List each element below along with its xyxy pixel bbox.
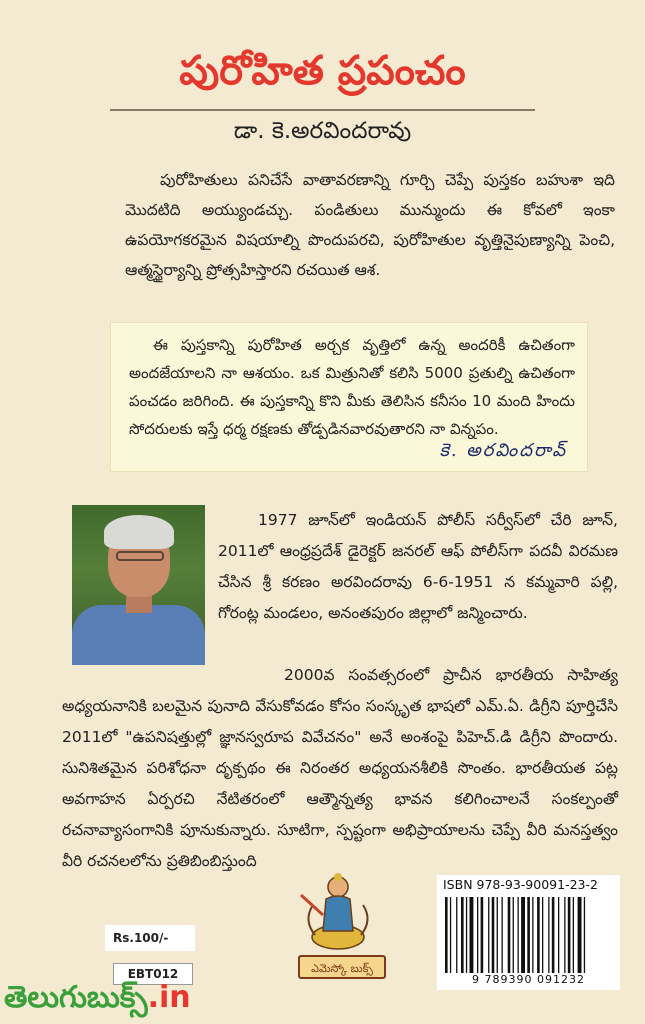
bio-text-2: 2000వ సంవత్సరంలో ప్రాచీన భారతీయ సాహిత్య అధ్యయనానికి బలమైన పునాది వేసుకోవడం కోసం సంస్కృత భాషలో ఎమ్.ఏ. డిగ్రీని పూర్తిచేసి 2011లో "ఉపనిషత్తుల్లో జ్ఞానస్వరూప వివేచనం" అనే అంశంపై పిహెచ్.డి డిగ్రీని పొందారు. సునిశితమైన పరిశోధనా దృక్పథం ఈ నిరంతర అధ్యయనశీలికి సొంతం. భారతీయత పట్ల అవగాహన ఏర్పరచి నేటితరంలో ఆత్మౌన్నత్య భావన కలిగించాలనే సంకల్పంతో రచనావ్యాసంగానికి పూనుకున్నారు. సూటిగా, స్పష్టంగా అభిప్రాయాలను చెప్పే వీరి మనస్తత్వం వీరి రచనలలోను ప్రతిబింబిస్తుంది — [62, 666, 618, 870]
watermark-suffix: .in — [147, 980, 191, 1015]
isbn-block — [437, 875, 620, 990]
barcode-bar — [542, 897, 543, 973]
barcode-bar — [502, 897, 503, 973]
barcode-bar — [481, 897, 484, 973]
price-tag: Rs.100/- — [105, 925, 195, 951]
bio-text-1: 1977 జూన్‌లో ఇండియన్ పోలీస్ సర్వీస్‌లో చేరి జూన్, 2011లో ఆంధ్రప్రదేశ్ డైరెక్టర్ జనరల్ ఆఫ్ పోలీస్‌గా పదవీ విరమణ చేసిన శ్రీ కరణం అరవిందరావు 6-6-1951 న కమ్మవారి పల్లి, గోరంట్ల మండలం, అనంతపురం జిల్లాలో జన్మించారు. — [218, 511, 618, 622]
site-watermark — [4, 980, 191, 1022]
barcode-bar — [518, 897, 519, 973]
intro-paragraph — [125, 165, 615, 285]
barcode-bar — [456, 897, 457, 973]
barcode-bar — [466, 897, 467, 973]
barcode-bar — [488, 897, 489, 973]
barcode-bar — [470, 897, 474, 973]
barcode-bar — [568, 897, 571, 973]
notice-box — [110, 322, 588, 472]
bio-paragraph-2 — [62, 660, 618, 877]
barcode-bar — [552, 897, 555, 973]
intro-text: పురోహితులు పనిచేసే వాతావరణాన్ని గూర్చి చెప్పే పుస్తకం బహుశా ఇది మొదటిది అయ్యుండచ్చు. పండితులు మున్ముందు ఈ కోవలో ఇంకా ఉపయోగకరమైన విషయాల్ని పొందుపరచి, పురోహితుల వృత్తినైపుణ్యాన్ని పెంచి, ఆత్మస్థైర్యాన్ని ప్రోత్సహిస్తారని రచయిత ఆశ. — [125, 171, 615, 279]
barcode-bar — [548, 897, 549, 973]
barcode-bar — [558, 897, 559, 973]
barcode-bar — [508, 897, 511, 973]
watermark-text: తెలుగుబుక్స్ — [4, 980, 148, 1015]
barcode-bar — [578, 897, 582, 973]
isbn-digits: 9 789390 091232 — [472, 973, 585, 986]
publisher-name: ఎమెస్కో బుక్స్ — [298, 955, 386, 979]
title-divider — [110, 109, 535, 111]
barcode-bar — [537, 897, 540, 973]
barcode-bar — [584, 897, 585, 973]
barcode-bar — [445, 897, 448, 973]
notice-text: ఈ పుస్తకాన్ని పురోహిత అర్చక వృత్తిలో ఉన్న అందరికీ ఉచితంగా అందజేయాలని నా ఆశయం. ఒక మిత్రునితో కలిసి 5000 ప్రతుల్ని ఉచితంగా పంచడం జరిగింది. ఈ పుస్తకాన్ని కొని మీకు తెలిసిన కనీసం 10 మంది హిందు సోదరులకు ఇస్తే ధర్మ రక్షణకు తోడ్పడినవారవుతారని నా విన్నపం. — [129, 336, 575, 438]
catalog-code: EBT012 — [113, 963, 193, 985]
barcode-bar — [532, 897, 533, 973]
barcode-bar — [513, 897, 514, 973]
barcode-bar — [521, 897, 525, 973]
barcode-bar — [461, 897, 464, 973]
bio-paragraph-1 — [218, 505, 618, 629]
barcode-bar — [573, 897, 574, 973]
author-photo — [72, 505, 205, 665]
barcode-bar — [450, 897, 451, 973]
barcode-bar — [497, 897, 498, 973]
barcode-icon — [443, 897, 614, 973]
author-signature: కె. అరవిందరావ్ — [439, 440, 567, 461]
barcode-bar — [564, 897, 565, 973]
isbn-label: ISBN 978-93-90091-23-2 — [443, 877, 598, 892]
barcode-bar — [477, 897, 478, 973]
barcode-bar — [492, 897, 495, 973]
book-title: పురోహిత ప్రపంచం — [179, 48, 466, 94]
barcode-bar — [527, 897, 530, 973]
book-author: డా. కె.అరవిందరావు — [233, 118, 412, 144]
